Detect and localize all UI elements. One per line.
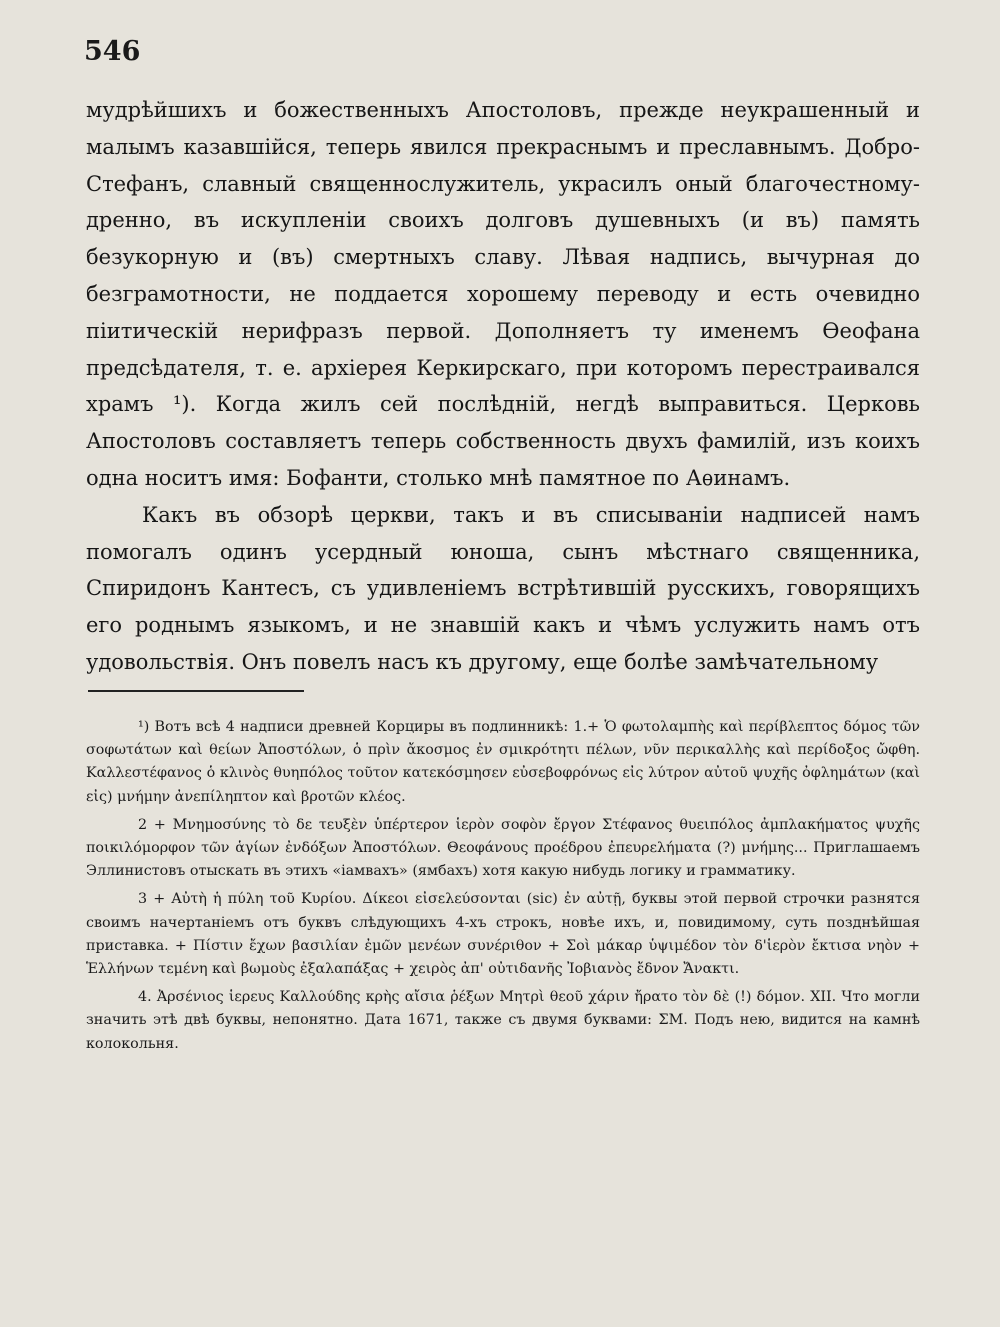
paragraph: мудрѣйшихъ и божественныхъ Апостоловъ, прежде неукрашенный и малымъ казавшійся, теперь явился прекраснымъ и преславнымъ. Добро-Стефанъ, славный священнослужитель, украсилъ оный благочестному-дренно, въ искупленіи своихъ долговъ душевныхъ (и въ) память безукорную и (въ) смертныхъ славу. Лѣвая надпись, вычурная до безграмотности, не поддается хорошему переводу и есть очевидно піитическій нерифразъ первой. Дополняетъ ту именемъ Ѳеофана предсѣдателя, т. е. архіерея Керкирскаго, при которомъ перестраивался храмъ ¹). Когда жилъ сей послѣдній, негдѣ выправиться. Церковь Апостоловъ составляетъ теперь собственность двухъ фамилій, изъ коихъ одна носитъ имя: Бофанти, столько мнѣ памятное по Аѳинамъ. <box>86 98 920 490</box>
footnote: 3 + Αὐτὴ ἡ πύλη τοῦ Κυρίου. Δίκεοι εἰσελεύσονται (sic) ἐν αὐτῇ, буквы этой первой строчки разнятся своимъ начертаніемъ отъ буквъ слѣдующихъ 4-хъ строкъ, новѣе ихъ, и, повидимому, суть позднѣйшая приставка. + Πίστιν ἔχων βασιλίαν ἐμῶν μενέων συνέριθον + Σοὶ μάκαρ ὑψιμέδον τὸν δ'ἱερὸν ἔκτισα νηὸν + Ἑλλήνων τεμένη καὶ βωμοὺς ἐξαλαπάξας + χειρὸς ἀπ' οὐτιδανῆς Ἰοβιανὸς ἔδνον Ἄνακτι. <box>86 891 920 978</box>
footnote: 4. Ἀρσένιος ἱερευς Καλλούδης κρὴς αἴσια ῥέξων Μητρὶ θεοῦ χάριν ἤρατο τὸν δὲ (!) δόμον. XII. Что могли значить этѣ двѣ буквы, непонятно. Дата 1671, также съ двумя буквами: ΣΜ. Подъ нею, видится на камнѣ колокольня. <box>86 989 920 1052</box>
main-text <box>86 92 920 681</box>
footnote: ¹) Вотъ всѣ 4 надписи древней Корциры въ подлинникѣ: 1.+ Ὁ φωτολαμπὴς καὶ περίβλεπτος δόμος τῶν σοφωτάτων καὶ θείων Ἀποστόλων, ὁ πρὶν ἄκοσμος ἐν σμικρότητι πέλων, νῦν περικαλλὴς καὶ περίδοξος ὤφθη. Καλλεστέφανος ὁ κλινὸς θυηπόλος τοῦτον κατεκόσμησεν εὐσεβοφρόνως εἰς λύτρον αὐτοῦ ψυχῆς ὀφλημάτων (καὶ εἰς) μνήμην ἀνεπίληπτον καὶ βροτῶν κλέος. <box>86 719 920 805</box>
page-number: 546 <box>84 36 141 67</box>
footnote-separator <box>88 690 304 692</box>
paragraph: Какъ въ обзорѣ церкви, такъ и въ списываніи надписей намъ помогалъ одинъ усердный юноша, сынъ мѣстнаго священника, Спиридонъ Кантесъ, съ удивленіемъ встрѣтившій русскихъ, говорящихъ его роднымъ языкомъ, и не знавшій какъ и чѣмъ услужить намъ отъ удовольствія. Онъ повелъ насъ къ другому, еще болѣе замѣчательному <box>86 502 920 674</box>
footnote: 2 + Μνημοσύνης τὸ δε τευξὲν ὑπέρτερον ἱερὸν σοφὸν ἔργον Στέφανος θυειπόλος ἀμπλακήματος ψυχῆς ποικιλόμορφον τῶν ἁγίων ἐνδόξων Ἀποστόλων. Θεοφάνους προέδρου ἐπευρελήματα (?) μνήμης... Приглашаемъ Эллинистовъ отыскать въ этихъ «іамвахъ» (ямбахъ) хотя какую нибудь логику и грамматику. <box>86 816 920 880</box>
footnotes <box>86 716 920 1061</box>
